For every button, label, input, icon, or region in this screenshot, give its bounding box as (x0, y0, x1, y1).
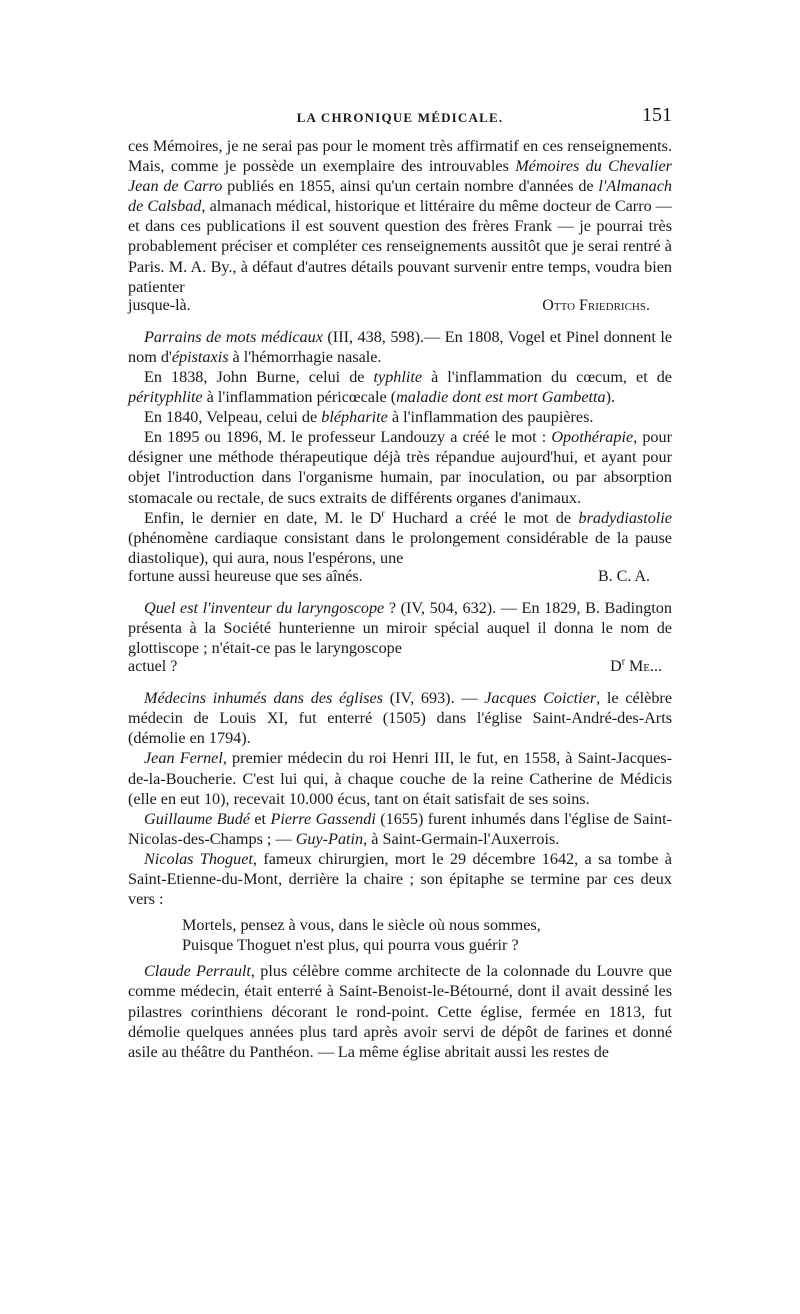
signature-line (128, 658, 672, 676)
text-run: jusque-là. (128, 296, 191, 314)
text-run: (1655) furent inhumés dans l'église de Saint-Nicolas-des-Champs ; — (128, 809, 672, 848)
person-name: Guy-Patin (295, 829, 364, 848)
verse-line: Mortels, pensez à vous, dans le siècle où nous sommes, (182, 916, 541, 935)
paragraph (128, 961, 672, 1061)
text-run: , plus célèbre comme architecte de la colonnade du Louvre que comme médecin, était enterré à Saint-Benoist-le-Bétourné, dont il avait dessiné les pilastres corinthiens décorant le rond-point. Cette église, fermée en 1813, fut démolie quelques années plus tard après avoir servi de dépôt de farines et donné asile au théâtre du Panthéon. — La même église abritait aussi les restes de (128, 962, 672, 1061)
term: blépharite (321, 408, 388, 427)
page (128, 100, 672, 1062)
verse-line: Puisque Thoguet n'est plus, qui pourra vous guérir ? (182, 936, 519, 955)
term: épistaxis (171, 347, 229, 366)
text-run: , à Saint-Germain-l'Auxerrois. (363, 829, 560, 848)
term: Opothérapie (551, 428, 634, 447)
book-title: l'Almanach de Calsbad (128, 177, 672, 216)
term: typhlite (373, 367, 423, 386)
page-number: 151 (642, 104, 672, 126)
text-run: publiés en 1855, ainsi qu'un certain nombre d'années de (222, 177, 599, 196)
text-run: Me... (625, 658, 662, 676)
text-run: En 1838, John Burne, celui de (144, 367, 374, 386)
text-run: (III, 438, 598).— En 1808, Vogel et Pinel donnent le nom d' (128, 327, 673, 366)
text-run: à l'inflammation péricœcale ( (202, 388, 397, 407)
text-run: (phénomène cardiaque consistant dans le prolongement considérable de la pause diastolique), qui aura, nous l'espérons, une (128, 528, 672, 567)
paragraph (128, 748, 672, 808)
paragraph-continuation (128, 136, 672, 297)
paragraph-medecins (128, 688, 672, 748)
text-run: En 1840, Velpeau, celui de (144, 408, 322, 427)
author-signature: B. C. A. (597, 567, 650, 585)
text-run: actuel ? (128, 658, 178, 676)
signature-line (128, 297, 672, 315)
author-signature: Otto Friedrichs. (542, 296, 650, 314)
term: pérityphlite (128, 388, 203, 407)
person-name: Jacques Coictier (484, 689, 597, 708)
paragraph (128, 849, 672, 909)
page-header (128, 100, 672, 136)
person-name: Pierre Gassendi (270, 809, 376, 828)
paragraph (128, 407, 672, 427)
text-run: , pour désigner une méthode thérapeutique déjà très répandue aujourd'hui, et ayant pour objet l'introduction dans l'organisme humain, par inoculation, ou par absorption stomacale ou rectale, de sucs extraits de différents organes d'animaux. (128, 428, 672, 507)
person-name: Jean Fernel (144, 749, 223, 768)
text-run: ces Mémoires, je ne serai pas pour le moment très affirmatif en ces renseignements. Mais, comme je possède un exemplaire des introuvables (128, 137, 672, 176)
text-run: (IV, 693). — (383, 689, 485, 708)
signature-line (128, 568, 672, 586)
text-run: En 1895 ou 1896, M. le professeur Landouzy a créé le mot : (144, 428, 552, 447)
paragraph (128, 809, 672, 849)
section-heading: Médecins inhumés dans des églises (144, 689, 384, 708)
text-run: , premier médecin du roi Henri III, le fut, en 1558, à Saint-Jacques-de-la-Boucherie. C'est lui qui, à chaque couche de la reine Catherine de Médicis (elle en eut 10), recevait 10.000 écus, tant on était satisfait de ses soins. (128, 749, 672, 808)
text-run: à l'hémorrhagie nasale. (228, 347, 382, 366)
person-name: Guillaume Budé (144, 809, 250, 828)
paragraph (128, 367, 672, 407)
text-run: D (610, 658, 622, 676)
text-run: Huchard a créé le mot de (384, 508, 579, 527)
paragraph (128, 427, 672, 507)
running-head: LA CHRONIQUE MÉDICALE. (296, 110, 504, 125)
superscript: r (381, 508, 385, 520)
person-name: Claude Perrault (144, 962, 251, 981)
text-run: ? (IV, 504, 632). — En 1829, B. Badington présenta à la Société hunterienne un miroir spécial auquel il donna le nom de glottiscope ; n'était-ce pas le laryngoscope (128, 598, 672, 658)
section-heading: Quel est l'inventeur du laryngoscope (144, 598, 385, 617)
text-run: à l'inflammation des paupières. (387, 408, 594, 427)
book-title: Mémoires du Chevalier Jean de Carro (128, 157, 672, 196)
paragraph-parrains (128, 327, 672, 367)
paragraph (128, 508, 672, 568)
person-name: Nicolas Thoguet (144, 849, 253, 868)
text-run: Enfin, le dernier en date, M. le D (144, 508, 382, 527)
epitaph-verse (128, 915, 672, 955)
text-run: à l'inflammation du cœcum, et de (422, 367, 672, 386)
text-run: et (249, 809, 271, 828)
text-run: , le célèbre médecin de Louis XI, fut enterré (1505) dans l'église Saint-André-des-Arts (démolie en 1794). (128, 689, 673, 748)
text-run: , almanach médical, historique et littéraire du même docteur de Carro — et dans ces publications il est souvent question des frères Frank — je pourrai très probablement préciser et compléter ces renseignements aussitôt que je serai rentré à Paris. M. A. By., à défaut d'autres détails pouvant survenir entre temps, voudra bien patienter (128, 197, 672, 296)
text-run: ). (605, 388, 616, 407)
author-signature (610, 658, 672, 676)
paragraph-laryngoscope (128, 598, 672, 658)
emphasis: maladie dont est mort Gambetta (396, 388, 606, 407)
superscript: r (621, 656, 626, 668)
text-run: fortune aussi heureuse que ses aînés. (128, 567, 363, 585)
text-run: , fameux chirurgien, mort le 29 décembre 1642, a sa tombe à Saint-Etienne-du-Mont, derrière la chaire ; son épitaphe se termine par ces deux vers : (128, 849, 672, 909)
term: bradydiastolie (578, 508, 672, 527)
section-heading: Parrains de mots médicaux (144, 327, 323, 346)
